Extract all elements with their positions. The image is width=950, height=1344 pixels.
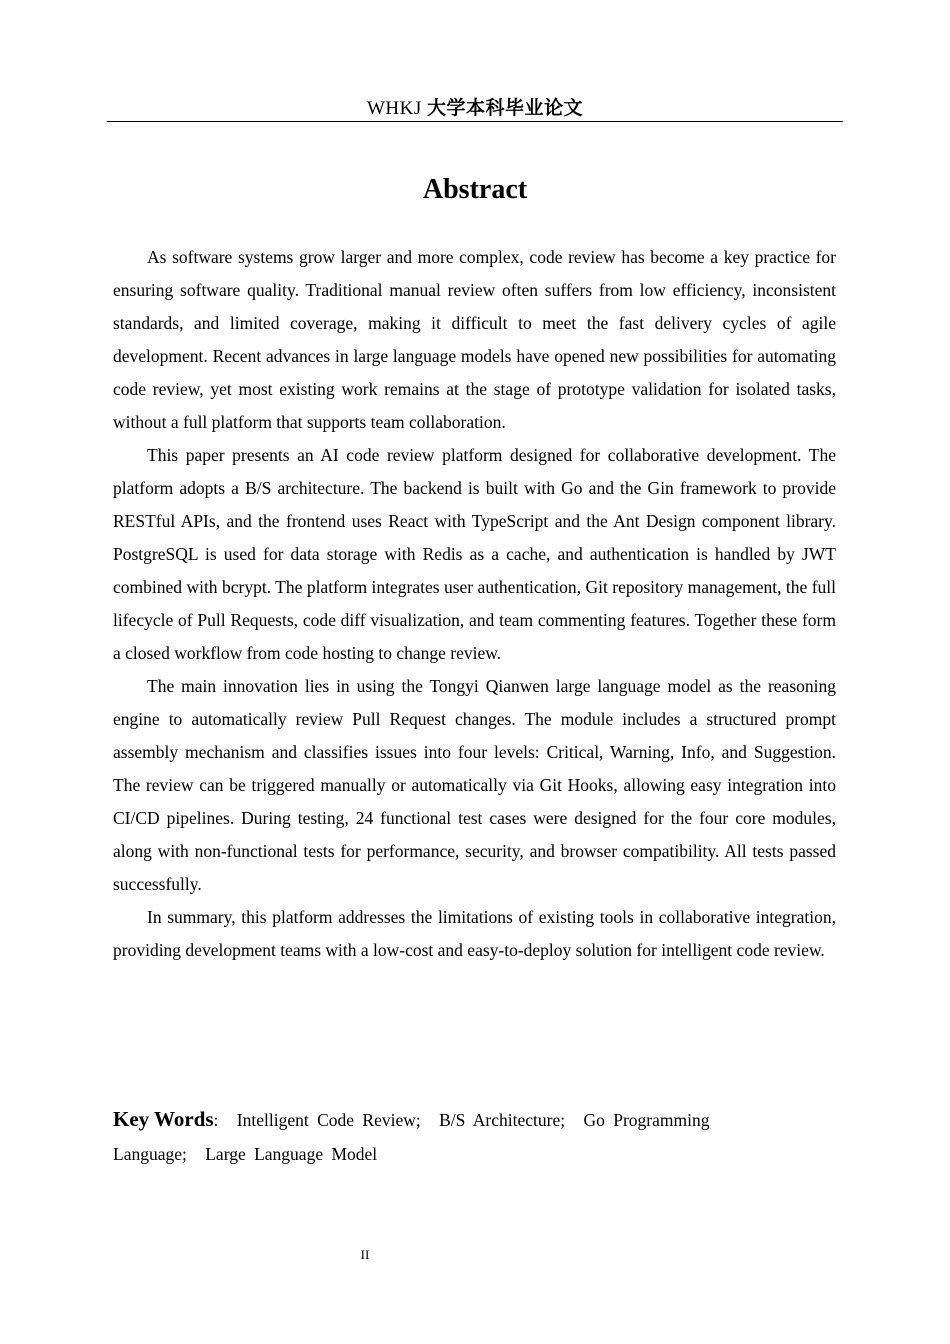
keyword-item: Go Programming Language; bbox=[113, 1110, 710, 1164]
abstract-paragraph-2: This paper presents an AI code review platform designed for collaborative development. The platform adopts a B/S architecture. The backend is built with Go and the Gin framework to provide RESTful APIs, and the frontend uses React with TypeScript and the Ant Design component library. PostgreSQL is used for data storage with Redis as a cache, and authentication is handled by JWT combined with bcrypt. The platform integrates user authentication, Git repository management, the full lifecycle of Pull Requests, code diff visualization, and team commenting features. Together these form a closed workflow from code hosting to change review. bbox=[113, 445, 836, 663]
keywords-block bbox=[113, 1102, 773, 1171]
keywords-separator: : bbox=[213, 1110, 219, 1130]
header-university-code: WHKJ bbox=[366, 98, 422, 119]
header-thesis-type: 大学本科毕业论文 bbox=[427, 97, 584, 119]
header-rule bbox=[107, 121, 843, 122]
keyword-item: B/S Architecture; bbox=[439, 1110, 566, 1130]
abstract-paragraph-4: In summary, this platform addresses the limitations of existing tools in collaborative integration, providing development teams with a low-cost and easy-to-deploy solution for intelligent code review. bbox=[113, 907, 836, 960]
keywords-label: Key Words bbox=[113, 1107, 214, 1131]
keyword-item: Large Language Model bbox=[205, 1144, 378, 1164]
abstract-paragraph-3: The main innovation lies in using the Tongyi Qianwen large language model as the reasoning engine to automatically review Pull Request changes. The module includes a structured prompt assembly mechanism and classifies issues into four levels: Critical, Warning, Info, and Suggestion. The review can be triggered manually or automatically via Git Hooks, allowing easy integration into CI/CD pipelines. During testing, 24 functional test cases were designed for the four core modules, along with non-functional tests for performance, security, and browser compatibility. All tests passed successfully. bbox=[113, 676, 836, 894]
abstract-paragraph-1: As software systems grow larger and more complex, code review has become a key practice for ensuring software quality. Traditional manual review often suffers from low efficiency, inconsistent standards, and limited coverage, making it difficult to meet the fast delivery cycles of agile development. Recent advances in large language models have opened new possibilities for automating code review, yet most existing work remains at the stage of prototype validation for isolated tasks, without a full platform that supports team collaboration. bbox=[113, 247, 836, 432]
page-number: II bbox=[360, 1247, 370, 1262]
running-header bbox=[107, 96, 843, 121]
keyword-item: Intelligent Code Review; bbox=[236, 1110, 421, 1130]
abstract-title: Abstract bbox=[422, 174, 528, 205]
abstract-body bbox=[113, 241, 836, 967]
